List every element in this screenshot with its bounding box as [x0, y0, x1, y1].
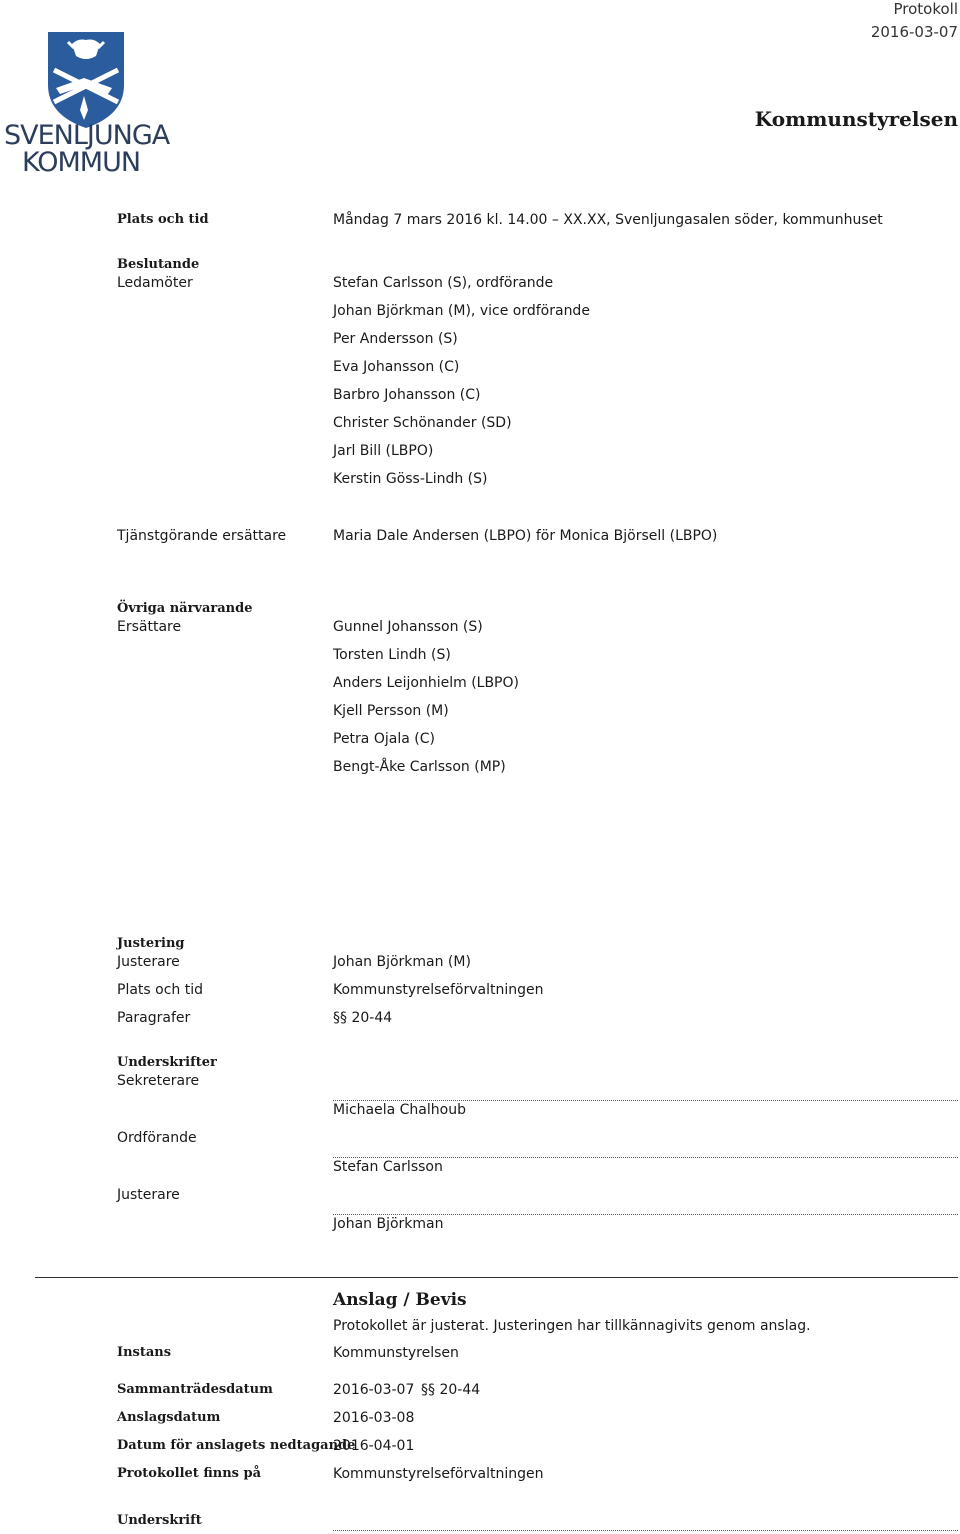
logo-text-line2: KOMMUN — [22, 147, 141, 178]
adjuster-name: Johan Björkman — [333, 1216, 444, 1232]
member-4: Eva Johansson (C) — [333, 359, 460, 375]
substitute-4: Kjell Persson (M) — [333, 703, 449, 719]
adjustment-place-label: Plats och tid — [117, 982, 203, 998]
posting-date-value: 2016-03-08 — [333, 1410, 415, 1426]
adjustment-heading: Justering — [117, 936, 185, 951]
protocol-location-label: Protokollet finns på — [117, 1466, 262, 1481]
protocol-location-value: Kommunstyrelseförvaltningen — [333, 1466, 544, 1482]
signatures-heading: Underskrifter — [117, 1055, 217, 1070]
signature-adjuster-label: Justerare — [117, 1187, 180, 1203]
coat-of-arms-icon — [4, 30, 164, 130]
meeting-place-label: Plats och tid — [117, 212, 209, 227]
notice-text: Protokollet är justerat. Justeringen har tillkännagivits genom anslag. — [333, 1318, 811, 1334]
adjuster-label: Justerare — [117, 954, 180, 970]
municipality-logo — [4, 30, 170, 178]
removal-date-value: 2016-04-01 — [333, 1438, 415, 1454]
chair-name: Stefan Carlsson — [333, 1159, 443, 1175]
paragraphs-label: Paragrafer — [117, 1010, 191, 1026]
removal-date-label: Datum för anslagets nedtagande — [117, 1438, 356, 1453]
notice-signature-line — [333, 1530, 958, 1531]
chair-signature-line — [333, 1157, 958, 1158]
instance-label: Instans — [117, 1345, 172, 1360]
adjustment-place-value: Kommunstyrelseförvaltningen — [333, 982, 544, 998]
member-8: Kerstin Göss-Lindh (S) — [333, 471, 488, 487]
substitute-2: Torsten Lindh (S) — [333, 647, 451, 663]
document-date: 2016-03-07 — [870, 23, 958, 41]
meeting-place-value: Måndag 7 mars 2016 kl. 14.00 – XX.XX, Svenljungasalen söder, kommunhuset — [333, 212, 883, 228]
logo-text-line1: SVENLJUNGA — [4, 120, 170, 151]
section-divider — [35, 1277, 958, 1278]
substitute-3: Anders Leijonhielm (LBPO) — [333, 675, 519, 691]
secretary-signature-line — [333, 1100, 958, 1101]
notice-signature-label: Underskrift — [117, 1513, 202, 1528]
member-3: Per Andersson (S) — [333, 331, 458, 347]
serving-substitutes-label: Tjänstgörande ersättare — [117, 528, 287, 544]
chair-label: Ordförande — [117, 1130, 197, 1146]
member-5: Barbro Johansson (C) — [333, 387, 481, 403]
instance-value: Kommunstyrelsen — [333, 1345, 459, 1361]
posting-date-label: Anslagsdatum — [117, 1410, 221, 1425]
adjuster-signature-line — [333, 1214, 958, 1215]
decision-makers-heading: Beslutande — [117, 257, 200, 272]
paragraphs-value: §§ 20-44 — [333, 1010, 393, 1026]
body-title: Kommunstyrelsen — [754, 107, 958, 131]
substitutes-label: Ersättare — [117, 619, 182, 635]
substitute-5: Petra Ojala (C) — [333, 731, 435, 747]
meeting-date-label: Sammanträdesdatum — [117, 1382, 273, 1397]
member-6: Christer Schönander (SD) — [333, 415, 512, 431]
others-present-heading: Övriga närvarande — [117, 601, 253, 616]
substitute-1: Gunnel Johansson (S) — [333, 619, 483, 635]
serving-substitutes-value: Maria Dale Andersen (LBPO) för Monica Björsell (LBPO) — [333, 528, 718, 544]
member-7: Jarl Bill (LBPO) — [333, 443, 434, 459]
member-2: Johan Björkman (M), vice ordförande — [333, 303, 590, 319]
secretary-name: Michaela Chalhoub — [333, 1102, 466, 1118]
adjuster-value: Johan Björkman (M) — [333, 954, 471, 970]
member-1: Stefan Carlsson (S), ordförande — [333, 275, 554, 291]
members-label: Ledamöter — [117, 275, 193, 291]
document-type: Protokoll — [893, 0, 958, 18]
substitute-6: Bengt-Åke Carlsson (MP) — [333, 759, 506, 775]
meeting-paragraphs-value: §§ 20-44 — [421, 1382, 481, 1398]
meeting-date-value: 2016-03-07 — [333, 1382, 415, 1398]
notice-title: Anslag / Bevis — [333, 1290, 467, 1310]
secretary-label: Sekreterare — [117, 1073, 200, 1089]
